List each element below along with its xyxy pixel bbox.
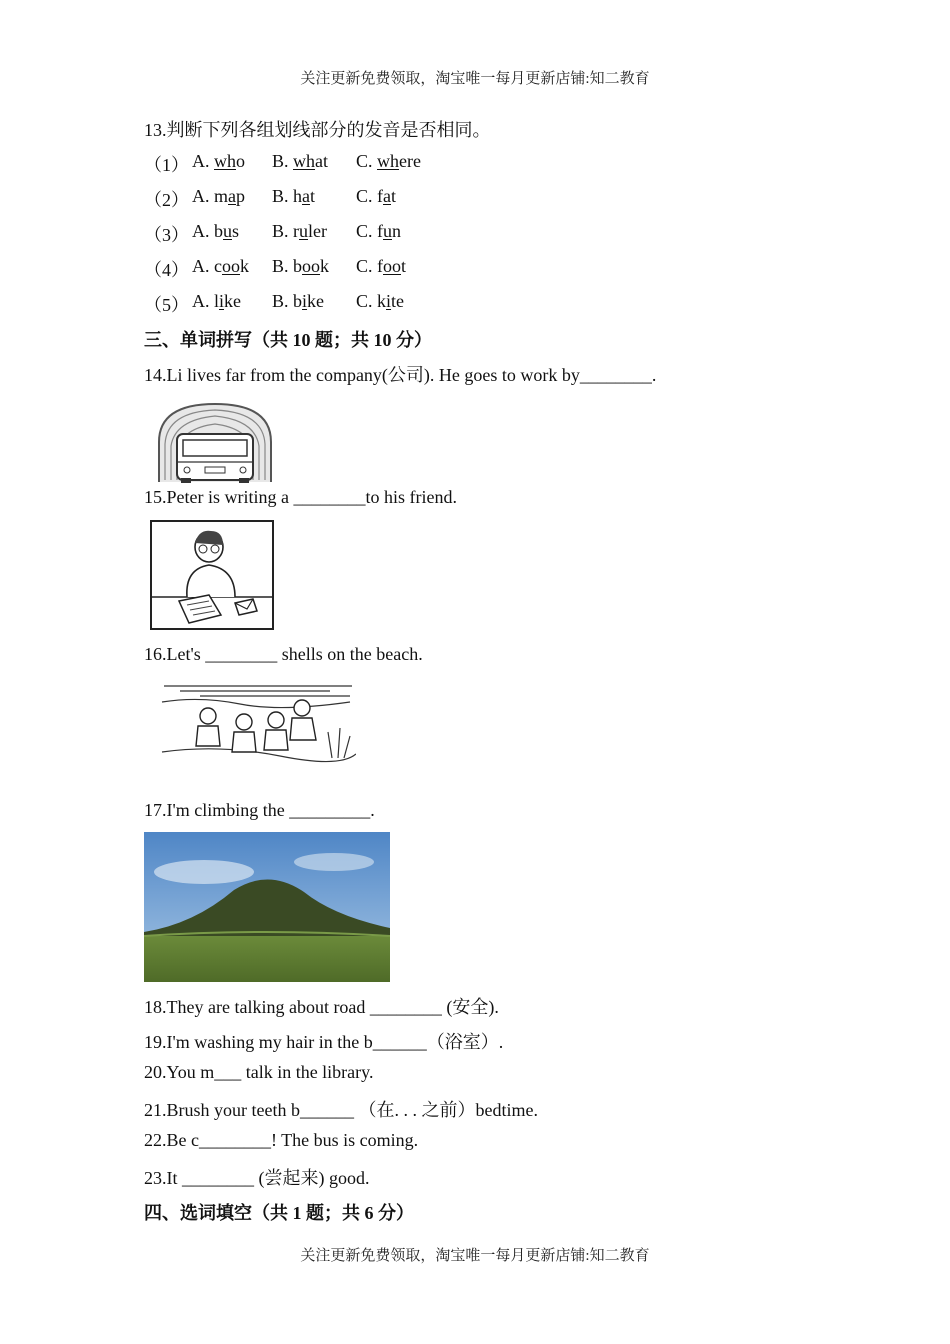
underlined-letters: a: [228, 186, 236, 206]
question-14: 14.Li lives far from the company(公司). He goes to work by________.: [144, 365, 657, 385]
underlined-letters: wh: [214, 151, 236, 171]
underlined-letters: i: [302, 291, 308, 311]
underlined-letters: i: [386, 291, 392, 311]
underlined-letters: wh: [293, 151, 316, 171]
section-4-heading: 四、选词填空（共 1 题；共 6 分）: [144, 1203, 414, 1223]
option-a: A. like: [192, 291, 242, 311]
beach-shells-picture: [160, 682, 356, 770]
page-header: 关注更新免费领取，淘宝唯一每月更新店铺:知二教育: [300, 71, 650, 87]
option-c: C. kite: [356, 291, 405, 311]
option-row-number: （5）: [144, 295, 189, 315]
option-b: B. bike: [272, 291, 325, 311]
option-row-number: （4）: [144, 260, 189, 280]
option-b: B. what: [272, 151, 329, 171]
option-b: B. hat: [272, 186, 316, 206]
underlined-letters: oo: [302, 256, 321, 276]
option-a: A. who: [192, 151, 245, 171]
question-22: 22.Be c________! The bus is coming.: [144, 1130, 419, 1150]
question-21: 21.Brush your teeth b______ （在. . . 之前）bedtime.: [144, 1100, 538, 1120]
underlined-letters: u: [383, 221, 392, 241]
question-15: 15.Peter is writing a ________to his friend.: [144, 487, 457, 507]
option-a: A. bus: [192, 221, 240, 241]
option-c: C. where: [356, 151, 421, 171]
bus-tunnel-picture: [155, 400, 275, 484]
question-20: 20.You m___ talk in the library.: [144, 1062, 374, 1082]
option-b: B. ruler: [272, 221, 327, 241]
underlined-letters: a: [383, 186, 391, 206]
option-row-number: （2）: [144, 190, 189, 210]
underlined-letters: oo: [222, 256, 240, 276]
underlined-letters: wh: [377, 151, 400, 171]
option-row-number: （1）: [144, 155, 189, 175]
question-19: 19.I'm washing my hair in the b______（浴室）.: [144, 1032, 504, 1052]
option-c: C. fun: [356, 221, 401, 241]
underlined-letters: a: [302, 186, 311, 206]
question-17: 17.I'm climbing the _________.: [144, 800, 375, 820]
writing-letter-picture: [149, 519, 275, 631]
page-footer: 关注更新免费领取，淘宝唯一每月更新店铺:知二教育: [300, 1248, 650, 1264]
option-c: C. fat: [356, 186, 397, 206]
question-23: 23.It ________ (尝起来) good.: [144, 1168, 370, 1188]
section-3-heading: 三、单词拼写（共 10 题；共 10 分）: [144, 330, 432, 350]
option-a: A. map: [192, 186, 245, 206]
underlined-letters: u: [299, 221, 308, 241]
question-13-title: 13.判断下列各组划线部分的发音是否相同。: [144, 120, 491, 140]
option-b: B. book: [272, 256, 330, 276]
underlined-letters: oo: [383, 256, 401, 276]
underlined-letters: u: [223, 221, 232, 241]
question-18: 18.They are talking about road ________ (安全).: [144, 997, 499, 1017]
hill-photo: [144, 832, 390, 982]
option-a: A. cook: [192, 256, 249, 276]
option-c: C. foot: [356, 256, 407, 276]
option-row-number: （3）: [144, 225, 189, 245]
question-16: 16.Let's ________ shells on the beach.: [144, 644, 423, 664]
underlined-letters: i: [219, 291, 225, 311]
